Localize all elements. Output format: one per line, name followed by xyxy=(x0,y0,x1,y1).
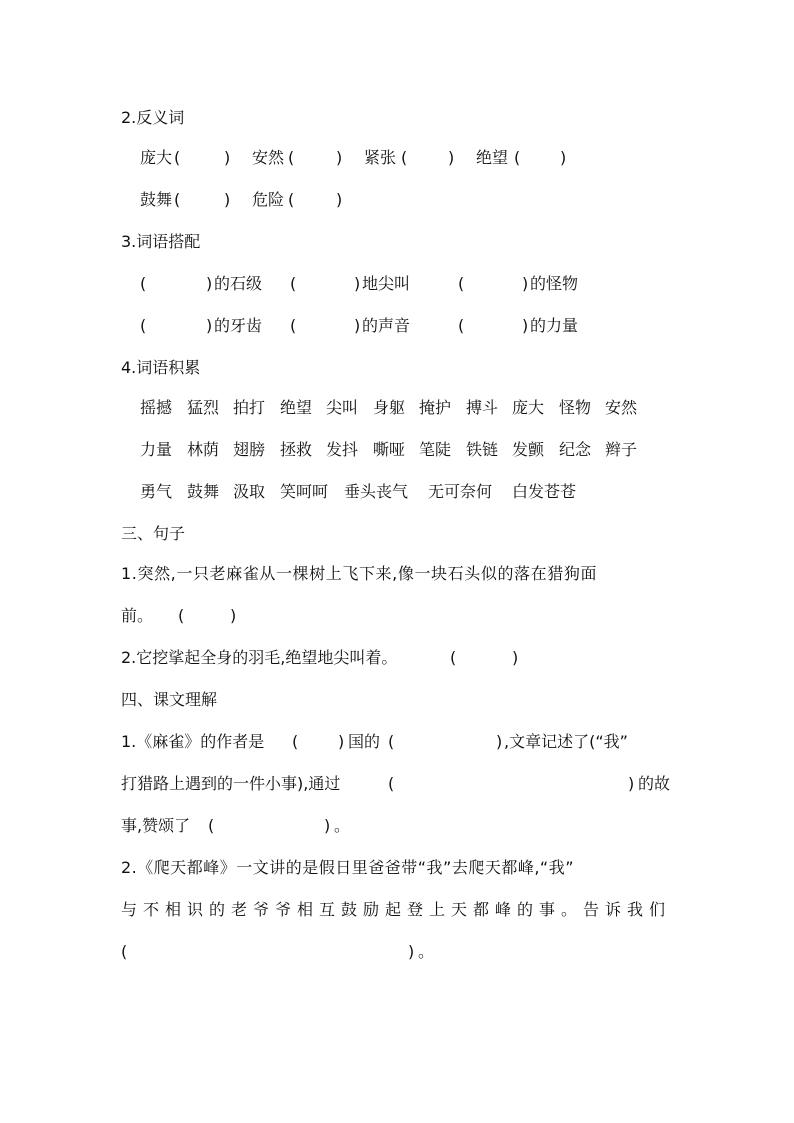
collocation-phrase: 地尖叫 xyxy=(362,274,411,293)
question-text: 2.《爬天都峰》一文讲的是假日里爸爸带“我”去爬天都峰,“我” xyxy=(121,858,575,877)
blank-open: ( xyxy=(178,606,185,625)
blank-close: ) xyxy=(324,816,331,835)
sentence-text: 1.突然,一只老麻雀从一棵树上飞下来,像一块石头似的落在猎狗面 xyxy=(121,564,598,583)
vocab-word: 垂头丧气 xyxy=(344,482,409,501)
vocab-word: 嘶哑 xyxy=(373,440,406,459)
blank-open: ( xyxy=(388,732,395,751)
collocation-phrase: 的声音 xyxy=(362,316,411,335)
antonyms-row-2 xyxy=(0,188,794,212)
blank-open: ( xyxy=(174,148,181,167)
comprehension-q1-line-3 xyxy=(0,814,794,838)
blank-open: ( xyxy=(458,316,465,335)
blank-close: ) xyxy=(224,190,231,209)
blank-open: ( xyxy=(121,942,128,961)
antonym-word: 绝望 xyxy=(476,148,509,167)
vocab-word: 勇气 xyxy=(140,482,173,501)
antonym-word: 鼓舞 xyxy=(140,190,173,209)
blank-close: ) xyxy=(512,648,519,667)
vocab-word: 汲取 xyxy=(233,482,266,501)
sentence-text: 前。 xyxy=(121,606,154,625)
section-heading: 三、句子 xyxy=(121,524,186,543)
blank-open: ( xyxy=(288,148,295,167)
question-text: 与不相识的老爷爷相互鼓励起登上天都峰的事。告诉我们 xyxy=(121,900,672,919)
blank-close: ) xyxy=(338,732,345,751)
question-text: 打猎路上遇到的一件小事),通过 xyxy=(121,774,341,793)
blank-open: ( xyxy=(140,316,147,335)
collocation-phrase: 的力量 xyxy=(530,316,579,335)
vocab-word: 安然 xyxy=(605,398,638,417)
vocab-word: 无可奈何 xyxy=(428,482,493,501)
blank-close: ) xyxy=(522,274,529,293)
collocation-row-1 xyxy=(0,272,794,296)
sentence-1-line-1 xyxy=(0,562,794,586)
blank-close: ) xyxy=(224,148,231,167)
vocab-word: 发颤 xyxy=(512,440,545,459)
blank-close: ) xyxy=(354,274,361,293)
blank-open: ( xyxy=(401,148,408,167)
blank-open: ( xyxy=(140,274,147,293)
section-heading: 3.词语搭配 xyxy=(121,232,201,251)
vocab-word: 辫子 xyxy=(605,440,638,459)
section-heading: 4.词语积累 xyxy=(121,358,201,377)
sentence-text: 2.它挖挲起全身的羽毛,绝望地尖叫着。 xyxy=(121,648,398,667)
collocation-phrase: 的怪物 xyxy=(530,274,579,293)
blank-open: ( xyxy=(208,816,215,835)
comprehension-q2-line-3 xyxy=(0,940,794,964)
vocab-word: 摇撼 xyxy=(140,398,173,417)
vocab-word: 力量 xyxy=(140,440,173,459)
question-text: 事,赞颂了 xyxy=(121,816,191,835)
collocation-phrase: 的牙齿 xyxy=(214,316,263,335)
vocab-word: 拯救 xyxy=(280,440,313,459)
blank-open: ( xyxy=(514,148,521,167)
question-text: 。 xyxy=(334,816,351,835)
question-text: 国的 xyxy=(348,732,381,751)
blank-close: ) xyxy=(206,316,213,335)
vocab-word: 掩护 xyxy=(419,398,452,417)
vocab-word: 笑呵呵 xyxy=(280,482,329,501)
blank-close: ) xyxy=(336,148,343,167)
comprehension-heading xyxy=(0,688,794,712)
antonym-word: 安然 xyxy=(252,148,285,167)
vocab-word: 鼓舞 xyxy=(187,482,220,501)
accumulation-row-3 xyxy=(0,480,794,504)
blank-close: ) xyxy=(628,774,635,793)
collocation-row-2 xyxy=(0,314,794,338)
blank-open: ( xyxy=(174,190,181,209)
sentence-2 xyxy=(0,646,794,670)
blank-close: ) xyxy=(336,190,343,209)
blank-close: ) xyxy=(230,606,237,625)
vocab-word: 搏斗 xyxy=(466,398,499,417)
blank-close: ) xyxy=(448,148,455,167)
blank-open: ( xyxy=(290,274,297,293)
question-text: 1.《麻雀》的作者是 xyxy=(121,732,265,751)
blank-close: ) xyxy=(560,148,567,167)
vocab-word: 庞大 xyxy=(512,398,545,417)
collocation-heading xyxy=(0,230,794,254)
section-heading: 2.反义词 xyxy=(121,108,185,127)
blank-open: ( xyxy=(388,774,395,793)
blank-close: ) xyxy=(522,316,529,335)
comprehension-q1-line-1 xyxy=(0,730,794,754)
vocab-word: 发抖 xyxy=(326,440,359,459)
antonyms-heading xyxy=(0,106,794,130)
vocab-word: 铁链 xyxy=(466,440,499,459)
accumulation-row-1 xyxy=(0,396,794,420)
antonym-word: 危险 xyxy=(252,190,285,209)
vocab-word: 翅膀 xyxy=(233,440,266,459)
accumulation-row-2 xyxy=(0,438,794,462)
comprehension-q1-line-2 xyxy=(0,772,794,796)
vocab-word: 笔陡 xyxy=(419,440,452,459)
vocab-word: 猛烈 xyxy=(187,398,220,417)
vocab-word: 林荫 xyxy=(187,440,220,459)
sentences-heading xyxy=(0,522,794,546)
antonym-word: 庞大 xyxy=(140,148,173,167)
blank-open: ( xyxy=(290,316,297,335)
vocab-word: 绝望 xyxy=(280,398,313,417)
vocab-word: 尖叫 xyxy=(326,398,359,417)
collocation-phrase: 的石级 xyxy=(214,274,263,293)
question-text: 的故 xyxy=(638,774,671,793)
accumulation-heading xyxy=(0,356,794,380)
blank-open: ( xyxy=(288,190,295,209)
blank-close: ) xyxy=(408,942,415,961)
vocab-word: 白发苍苍 xyxy=(512,482,577,501)
antonyms-row-1 xyxy=(0,146,794,170)
blank-close: ) xyxy=(206,274,213,293)
blank-close: ) xyxy=(354,316,361,335)
vocab-word: 纪念 xyxy=(559,440,592,459)
blank-open: ( xyxy=(458,274,465,293)
vocab-word: 身躯 xyxy=(373,398,406,417)
vocab-word: 怪物 xyxy=(559,398,592,417)
vocab-word: 拍打 xyxy=(233,398,266,417)
question-text: ,文章记述了(“我” xyxy=(504,732,628,751)
question-text: 。 xyxy=(418,942,435,961)
blank-close: ) xyxy=(496,732,503,751)
blank-open: ( xyxy=(292,732,299,751)
section-heading: 四、课文理解 xyxy=(121,690,218,709)
sentence-1-line-2 xyxy=(0,604,794,628)
comprehension-q2-line-2 xyxy=(0,898,794,922)
blank-open: ( xyxy=(450,648,457,667)
antonym-word: 紧张 xyxy=(364,148,397,167)
comprehension-q2-line-1 xyxy=(0,856,794,880)
